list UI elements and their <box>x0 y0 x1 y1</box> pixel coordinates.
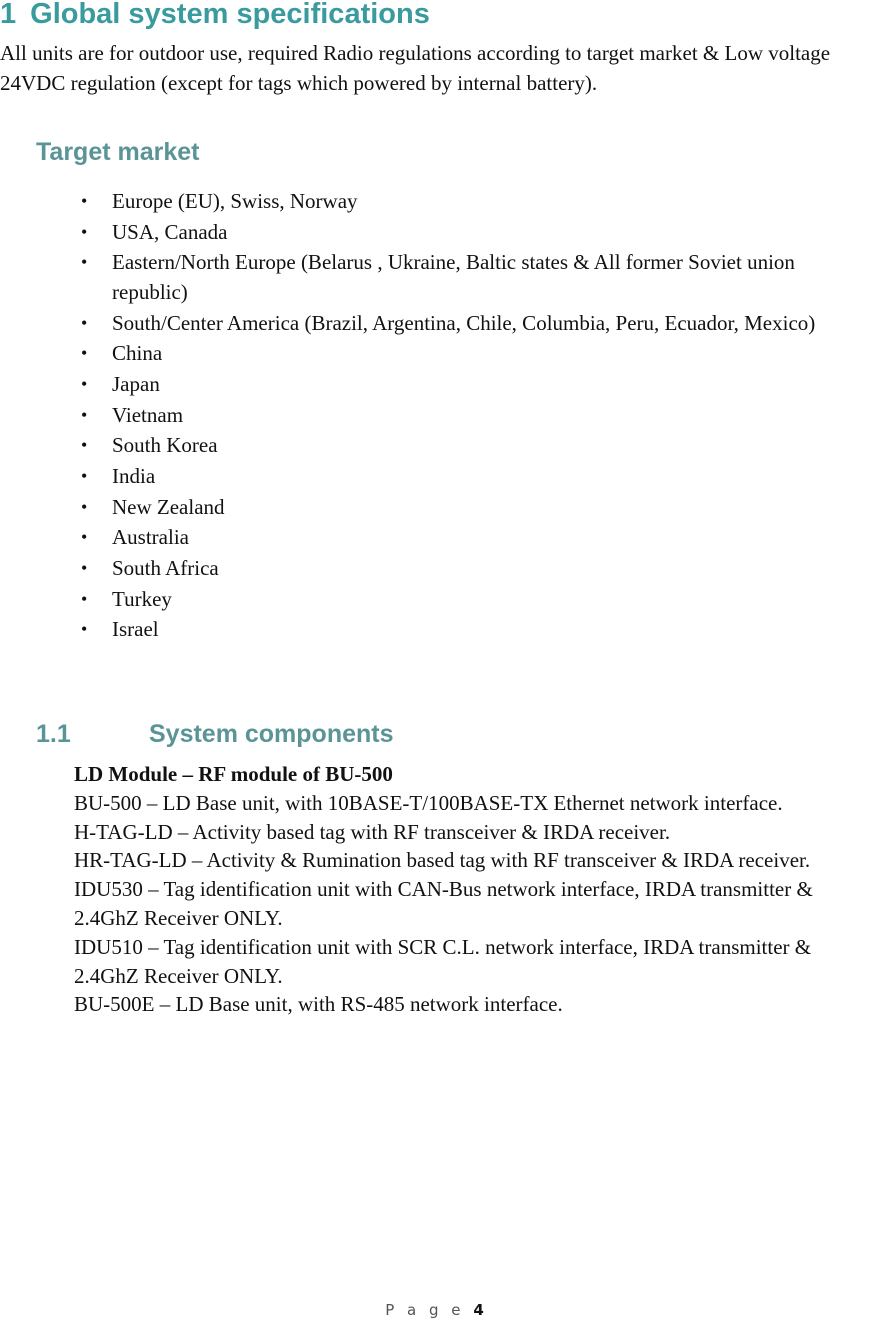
target-market-heading: Target market <box>36 138 200 166</box>
list-item <box>0 370 869 400</box>
list-item-text: Vietnam <box>112 402 184 427</box>
list-item-text: USA, Canada <box>112 219 228 244</box>
bullet-icon: • <box>81 435 88 456</box>
bullet-icon: • <box>81 466 88 486</box>
component-line: IDU510 – Tag identification unit with SCR C.L. network interface, IRDA transmitter & 2.4GhZ Receiver ONLY. <box>74 934 812 988</box>
component-line: IDU530 – Tag identification unit with CAN-Bus network interface, IRDA transmitter & 2.4GhZ Receiver ONLY. <box>74 877 813 930</box>
bullet-icon: • <box>81 252 88 273</box>
list-item-text: New Zealand <box>112 494 225 519</box>
list-item <box>0 248 869 307</box>
list-item <box>0 401 869 431</box>
subsection-heading <box>36 720 394 749</box>
list-item <box>0 554 869 584</box>
section-number: 1 <box>0 0 17 30</box>
list-item-text: Europe (EU), Swiss, Norway <box>112 189 358 213</box>
list-item-text: South Korea <box>112 433 218 458</box>
list-item-text: South/Center America (Brazil, Argentina, Chile, Columbia, Peru, Ecuador, Mexico) <box>112 310 816 335</box>
bullet-icon: • <box>81 404 88 425</box>
list-item-text: Israel <box>112 617 159 642</box>
list-item-text: Australia <box>112 525 189 550</box>
list-item-text: Turkey <box>112 586 172 611</box>
bullet-icon: • <box>81 558 88 579</box>
bullet-icon: • <box>81 496 88 517</box>
component-lead: LD Module – RF module of BU-500 <box>74 762 393 786</box>
intro-paragraph: All units are for outdoor use, required Radio regulations according to target market & Low voltage 24VDC regulation (except for tags which powered by internal battery). <box>0 41 831 95</box>
list-item-text: South Africa <box>112 556 219 581</box>
list-item <box>0 523 869 553</box>
bullet-icon: • <box>81 312 88 333</box>
list-item-text: Eastern/North Europe (Belarus , Ukraine, Baltic states & All former Soviet union republic) <box>112 250 795 304</box>
subsection-number: 1.1 <box>36 720 71 748</box>
target-market-list <box>0 187 869 646</box>
list-item <box>0 339 869 369</box>
list-item <box>0 218 869 248</box>
component-line: BU-500E – LD Base unit, with RS-485 network interface. <box>74 992 563 1017</box>
bullet-icon: • <box>81 191 88 211</box>
list-item <box>0 585 869 615</box>
list-item <box>0 493 869 523</box>
bullet-icon: • <box>81 619 88 640</box>
list-item <box>0 187 869 217</box>
list-item <box>0 462 869 492</box>
list-item <box>0 309 869 339</box>
component-line: H-TAG-LD – Activity based tag with RF transceiver & IRDA receiver. <box>74 819 671 844</box>
section-heading <box>0 0 430 31</box>
list-item <box>0 431 869 461</box>
page-number: 4 <box>473 1301 484 1319</box>
component-line: HR-TAG-LD – Activity & Rumination based tag with RF transceiver & IRDA receiver. <box>74 848 811 873</box>
bullet-icon: • <box>81 343 88 364</box>
bullet-icon: • <box>81 527 88 548</box>
bullet-icon: • <box>81 221 88 242</box>
list-item-text: Japan <box>112 371 160 396</box>
component-line: BU-500 – LD Base unit, with 10BASE‑T/100BASE-TX Ethernet network interface. <box>74 790 783 815</box>
section-title: Global system specifications <box>30 0 430 30</box>
components-list <box>74 760 869 1019</box>
page-footer <box>0 1301 869 1319</box>
list-item-text: India <box>112 464 156 488</box>
bullet-icon: • <box>81 588 88 609</box>
subsection-title: System components <box>149 720 394 748</box>
list-item-text: China <box>112 341 163 366</box>
page-label: P a g e <box>385 1301 465 1319</box>
bullet-icon: • <box>81 373 88 394</box>
list-item <box>0 615 869 645</box>
